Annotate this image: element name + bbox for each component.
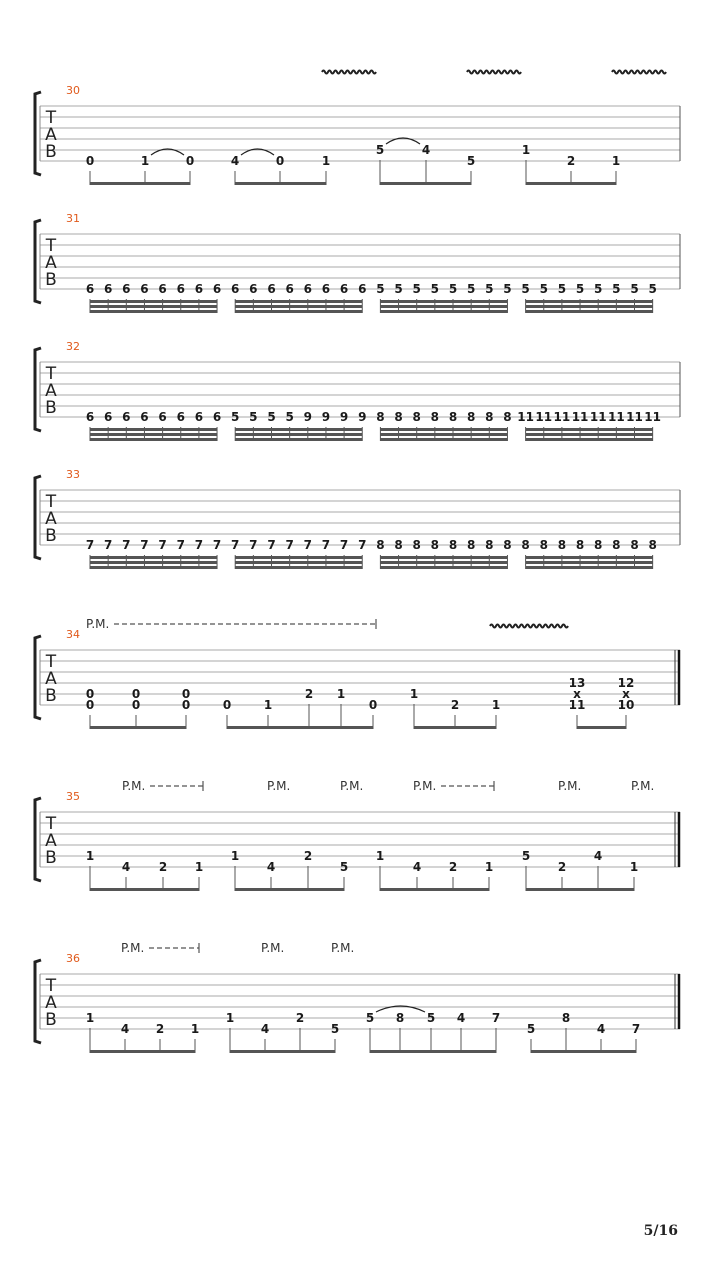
fret-number: 6 bbox=[194, 410, 204, 424]
fret-number: 2 bbox=[557, 860, 567, 874]
beam bbox=[380, 566, 507, 569]
beam bbox=[235, 305, 362, 308]
fret-number: 1 bbox=[484, 860, 494, 874]
fret-number: 11 bbox=[571, 410, 589, 424]
beam bbox=[90, 726, 186, 729]
fret-number: 8 bbox=[430, 410, 440, 424]
fret-number: 7 bbox=[267, 538, 276, 552]
tab-system-35 bbox=[35, 779, 680, 891]
fret-number: 6 bbox=[85, 282, 95, 296]
fret-number: 5 bbox=[376, 282, 385, 296]
beam bbox=[90, 433, 217, 436]
fret-number: 0 bbox=[181, 687, 191, 701]
tab-clef-letter-A: A bbox=[45, 993, 57, 1013]
fret-number: 5 bbox=[267, 410, 276, 424]
beam bbox=[526, 561, 653, 564]
tab-system-33 bbox=[35, 468, 680, 569]
beam bbox=[526, 182, 616, 185]
fret-number: 7 bbox=[339, 538, 349, 552]
beam bbox=[235, 428, 362, 431]
fret-number: 7 bbox=[321, 538, 331, 552]
fret-number: 0 bbox=[131, 698, 141, 712]
fret-number: 11 bbox=[607, 410, 625, 424]
fret-number: 2 bbox=[304, 687, 314, 701]
tab-clef-letter-B: B bbox=[45, 526, 57, 546]
palm-mute-label: P.M. bbox=[122, 779, 146, 793]
fret-number: 8 bbox=[412, 538, 421, 552]
fret-number: 5 bbox=[521, 849, 531, 863]
fret-number: 5 bbox=[526, 1022, 536, 1036]
beam bbox=[235, 888, 344, 891]
fret-number: 5 bbox=[557, 282, 567, 296]
measure-number: 36 bbox=[66, 952, 80, 965]
tab-system-31 bbox=[35, 212, 680, 313]
fret-number: 5 bbox=[521, 282, 530, 296]
fret-number: 5 bbox=[430, 282, 440, 296]
fret-number: 4 bbox=[266, 860, 276, 874]
fret-number: 1 bbox=[85, 849, 95, 863]
fret-number: 6 bbox=[140, 410, 149, 424]
fret-number: 5 bbox=[630, 282, 639, 296]
fret-number: 8 bbox=[412, 410, 421, 424]
fret-number: 1 bbox=[140, 154, 150, 168]
fret-number: 6 bbox=[158, 282, 167, 296]
beam bbox=[235, 556, 362, 559]
fret-number: 7 bbox=[122, 538, 131, 552]
fret-number: 1 bbox=[521, 143, 531, 157]
beam bbox=[380, 182, 471, 185]
tab-clef-letter-T: T bbox=[45, 236, 57, 256]
beam bbox=[526, 433, 653, 436]
fret-number: 6 bbox=[194, 282, 204, 296]
fret-number: 6 bbox=[285, 282, 294, 296]
fret-number: 6 bbox=[122, 282, 131, 296]
fret-number: 1 bbox=[491, 698, 501, 712]
fret-number: 1 bbox=[85, 1011, 95, 1025]
measure-number: 30 bbox=[66, 84, 80, 97]
fret-number: 2 bbox=[303, 849, 313, 863]
fret-number: 8 bbox=[503, 410, 512, 424]
beam bbox=[235, 433, 362, 436]
fret-number: 9 bbox=[303, 410, 312, 424]
fret-number: 11 bbox=[517, 410, 534, 424]
fret-number: 5 bbox=[249, 410, 258, 424]
beam bbox=[90, 300, 217, 303]
fret-number: 2 bbox=[155, 1022, 165, 1036]
fret-number: 10 bbox=[617, 698, 635, 712]
beam bbox=[235, 438, 362, 441]
beam bbox=[526, 310, 653, 313]
tab-clef-letter-T: T bbox=[45, 814, 57, 834]
beam bbox=[380, 428, 507, 431]
tab-system-36 bbox=[35, 941, 680, 1053]
fret-number: 11 bbox=[553, 410, 571, 424]
fret-number: 5 bbox=[648, 282, 657, 296]
fret-number: 6 bbox=[303, 282, 312, 296]
beam bbox=[90, 556, 217, 559]
beam bbox=[380, 305, 507, 308]
fret-number: 8 bbox=[448, 410, 458, 424]
beam bbox=[90, 305, 217, 308]
palm-mute-label: P.M. bbox=[331, 941, 355, 955]
beam bbox=[526, 888, 634, 891]
fret-number: 0 bbox=[131, 687, 141, 701]
fret-number: 8 bbox=[561, 1011, 571, 1025]
tab-system-32 bbox=[35, 340, 680, 441]
fret-number: 1 bbox=[230, 849, 240, 863]
vibrato-mark bbox=[467, 71, 521, 74]
fret-number: 0 bbox=[181, 698, 191, 712]
fret-number: 8 bbox=[466, 410, 476, 424]
fret-number: 6 bbox=[267, 282, 276, 296]
fret-number: 8 bbox=[376, 410, 385, 424]
fret-number: 2 bbox=[448, 860, 458, 874]
fret-number: 7 bbox=[358, 538, 367, 552]
fret-number: 1 bbox=[190, 1022, 200, 1036]
beam bbox=[235, 566, 362, 569]
fret-number: 7 bbox=[103, 538, 113, 552]
tab-clef-letter-T: T bbox=[45, 364, 57, 384]
fret-number: 6 bbox=[140, 282, 149, 296]
fret-number: 1 bbox=[263, 698, 273, 712]
beam bbox=[380, 433, 507, 436]
fret-number: 7 bbox=[231, 538, 240, 552]
fret-number: 5 bbox=[426, 1011, 436, 1025]
fret-number: 9 bbox=[321, 410, 331, 424]
fret-number: 6 bbox=[103, 282, 113, 296]
beam bbox=[380, 561, 507, 564]
fret-number: 7 bbox=[631, 1022, 641, 1036]
fret-number: 11 bbox=[644, 410, 662, 424]
fret-number: 5 bbox=[339, 860, 349, 874]
tab-clef-letter-A: A bbox=[45, 125, 57, 145]
fret-number: 4 bbox=[421, 143, 431, 157]
beam bbox=[380, 556, 507, 559]
tab-system-34 bbox=[35, 617, 680, 729]
vibrato-mark bbox=[490, 625, 568, 628]
fret-number: 4 bbox=[230, 154, 240, 168]
palm-mute-label: P.M. bbox=[86, 617, 110, 631]
beam bbox=[90, 428, 217, 431]
fret-number: 11 bbox=[535, 410, 553, 424]
fret-number: 1 bbox=[409, 687, 419, 701]
fret-number: 5 bbox=[503, 282, 512, 296]
fret-number: 0 bbox=[85, 154, 95, 168]
fret-number: 6 bbox=[339, 282, 349, 296]
beam bbox=[380, 300, 507, 303]
fret-number: 6 bbox=[122, 410, 131, 424]
fret-number: 0 bbox=[185, 154, 195, 168]
fret-number: 6 bbox=[358, 282, 367, 296]
tab-clef-letter-B: B bbox=[45, 686, 57, 706]
fret-number: 7 bbox=[285, 538, 294, 552]
fret-number: 11 bbox=[589, 410, 607, 424]
beam bbox=[526, 556, 653, 559]
dead-note: x bbox=[573, 687, 581, 701]
fret-number: 5 bbox=[594, 282, 603, 296]
tab-clef-letter-A: A bbox=[45, 831, 57, 851]
beam bbox=[90, 561, 217, 564]
fret-number: 2 bbox=[450, 698, 460, 712]
measure-number: 32 bbox=[66, 340, 80, 353]
palm-mute-label: P.M. bbox=[340, 779, 364, 793]
tab-clef-letter-T: T bbox=[45, 976, 57, 996]
fret-number: 5 bbox=[575, 282, 585, 296]
page-number: 5/16 bbox=[643, 1223, 678, 1239]
fret-number: 6 bbox=[249, 282, 258, 296]
fret-number: 8 bbox=[575, 538, 585, 552]
fret-number: 7 bbox=[140, 538, 149, 552]
tab-clef-letter-B: B bbox=[45, 1010, 57, 1030]
fret-number: 6 bbox=[212, 410, 222, 424]
fret-number: 2 bbox=[158, 860, 168, 874]
fret-number: 9 bbox=[358, 410, 367, 424]
fret-number: 4 bbox=[121, 860, 131, 874]
fret-number: 1 bbox=[611, 154, 621, 168]
fret-number: 7 bbox=[491, 1011, 501, 1025]
tab-clef-letter-T: T bbox=[45, 652, 57, 672]
fret-number: 8 bbox=[395, 1011, 405, 1025]
beam bbox=[90, 182, 190, 185]
tab-clef-letter-B: B bbox=[45, 848, 57, 868]
fret-number: 8 bbox=[430, 538, 440, 552]
fret-number: 4 bbox=[412, 860, 422, 874]
fret-number: 8 bbox=[376, 538, 385, 552]
fret-number: 4 bbox=[456, 1011, 466, 1025]
beam bbox=[414, 726, 496, 729]
vibrato-mark bbox=[612, 71, 666, 74]
vibrato-mark bbox=[322, 71, 376, 74]
fret-number: 0 bbox=[85, 687, 95, 701]
tab-clef-letter-B: B bbox=[45, 142, 57, 162]
beam bbox=[526, 300, 653, 303]
beam bbox=[90, 888, 199, 891]
fret-number: 8 bbox=[394, 410, 403, 424]
beam bbox=[380, 310, 507, 313]
beam bbox=[577, 726, 626, 729]
beam bbox=[90, 1050, 195, 1053]
fret-number: 8 bbox=[594, 538, 603, 552]
fret-number: 6 bbox=[85, 410, 95, 424]
fret-number: 5 bbox=[375, 143, 385, 157]
fret-number: 5 bbox=[231, 410, 240, 424]
fret-number: 5 bbox=[485, 282, 494, 296]
fret-number: 5 bbox=[330, 1022, 340, 1036]
tab-clef-letter-A: A bbox=[45, 509, 57, 529]
fret-number: 5 bbox=[394, 282, 403, 296]
tab-clef-letter-B: B bbox=[45, 270, 57, 290]
fret-number: 5 bbox=[466, 282, 476, 296]
fret-number: 4 bbox=[593, 849, 603, 863]
beam bbox=[227, 726, 373, 729]
fret-number: 8 bbox=[485, 538, 494, 552]
fret-number: 5 bbox=[365, 1011, 375, 1025]
fret-number: 7 bbox=[303, 538, 312, 552]
beam bbox=[235, 182, 326, 185]
fret-number: 6 bbox=[212, 282, 222, 296]
fret-number: 9 bbox=[339, 410, 349, 424]
tab-system-30 bbox=[35, 71, 680, 186]
fret-number: 8 bbox=[630, 538, 639, 552]
fret-number: 8 bbox=[485, 410, 494, 424]
fret-number: 6 bbox=[103, 410, 113, 424]
tab-clef-letter-A: A bbox=[45, 381, 57, 401]
dead-note: x bbox=[622, 687, 630, 701]
fret-number: 7 bbox=[194, 538, 204, 552]
fret-number: 5 bbox=[412, 282, 421, 296]
beam bbox=[531, 1050, 636, 1053]
fret-number: 8 bbox=[521, 538, 530, 552]
fret-number: 8 bbox=[466, 538, 476, 552]
fret-number: 4 bbox=[260, 1022, 270, 1036]
tab-clef-letter-T: T bbox=[45, 492, 57, 512]
palm-mute-label: P.M. bbox=[267, 779, 291, 793]
beam bbox=[235, 561, 362, 564]
tab-clef-letter-B: B bbox=[45, 398, 57, 418]
fret-number: 1 bbox=[321, 154, 331, 168]
beam bbox=[90, 438, 217, 441]
beam bbox=[370, 1050, 496, 1053]
tab-clef-letter-A: A bbox=[45, 253, 57, 273]
fret-number: 1 bbox=[336, 687, 346, 701]
fret-number: 11 bbox=[626, 410, 643, 424]
fret-number: 8 bbox=[557, 538, 567, 552]
beam bbox=[380, 888, 489, 891]
fret-number: 1 bbox=[375, 849, 385, 863]
fret-number: 8 bbox=[394, 538, 403, 552]
palm-mute-label: P.M. bbox=[558, 779, 582, 793]
beam bbox=[526, 438, 653, 441]
fret-number: 0 bbox=[275, 154, 285, 168]
fret-number: 5 bbox=[466, 154, 476, 168]
tab-clef-letter-T: T bbox=[45, 108, 57, 128]
fret-number: 6 bbox=[158, 410, 167, 424]
palm-mute-label: P.M. bbox=[121, 941, 145, 955]
palm-mute-label: P.M. bbox=[631, 779, 655, 793]
fret-number: 2 bbox=[566, 154, 576, 168]
fret-number: 7 bbox=[85, 538, 95, 552]
fret-number: 0 bbox=[368, 698, 378, 712]
fret-number: 8 bbox=[539, 538, 548, 552]
fret-number: 11 bbox=[568, 698, 586, 712]
fret-number: 8 bbox=[648, 538, 657, 552]
fret-number: 6 bbox=[176, 282, 185, 296]
beam bbox=[526, 428, 653, 431]
measure-number: 35 bbox=[66, 790, 80, 803]
fret-number: 2 bbox=[295, 1011, 305, 1025]
fret-number: 6 bbox=[231, 282, 240, 296]
beam bbox=[526, 566, 653, 569]
fret-number: 1 bbox=[225, 1011, 235, 1025]
palm-mute-label: P.M. bbox=[261, 941, 285, 955]
fret-number: 8 bbox=[612, 538, 621, 552]
fret-number: 0 bbox=[85, 698, 95, 712]
fret-number: 7 bbox=[176, 538, 185, 552]
fret-number: 12 bbox=[617, 676, 635, 690]
fret-number: 4 bbox=[596, 1022, 606, 1036]
fret-number: 0 bbox=[222, 698, 232, 712]
fret-number: 7 bbox=[249, 538, 258, 552]
fret-number: 5 bbox=[448, 282, 458, 296]
fret-number: 5 bbox=[539, 282, 548, 296]
beam bbox=[235, 300, 362, 303]
fret-number: 7 bbox=[158, 538, 167, 552]
beam bbox=[230, 1050, 335, 1053]
fret-number: 8 bbox=[448, 538, 458, 552]
fret-number: 1 bbox=[629, 860, 639, 874]
fret-number: 7 bbox=[212, 538, 222, 552]
tab-clef-letter-A: A bbox=[45, 669, 57, 689]
measure-number: 31 bbox=[66, 212, 80, 225]
beam bbox=[90, 310, 217, 313]
beam bbox=[90, 566, 217, 569]
beam bbox=[235, 310, 362, 313]
fret-number: 8 bbox=[503, 538, 512, 552]
fret-number: 6 bbox=[176, 410, 185, 424]
palm-mute-label: P.M. bbox=[413, 779, 437, 793]
fret-number: 5 bbox=[612, 282, 621, 296]
fret-number: 13 bbox=[568, 676, 586, 690]
fret-number: 1 bbox=[194, 860, 204, 874]
beam bbox=[526, 305, 653, 308]
fret-number: 6 bbox=[321, 282, 331, 296]
beam bbox=[380, 438, 507, 441]
measure-number: 34 bbox=[66, 628, 80, 641]
fret-number: 4 bbox=[120, 1022, 130, 1036]
measure-number: 33 bbox=[66, 468, 80, 481]
fret-number: 5 bbox=[285, 410, 294, 424]
